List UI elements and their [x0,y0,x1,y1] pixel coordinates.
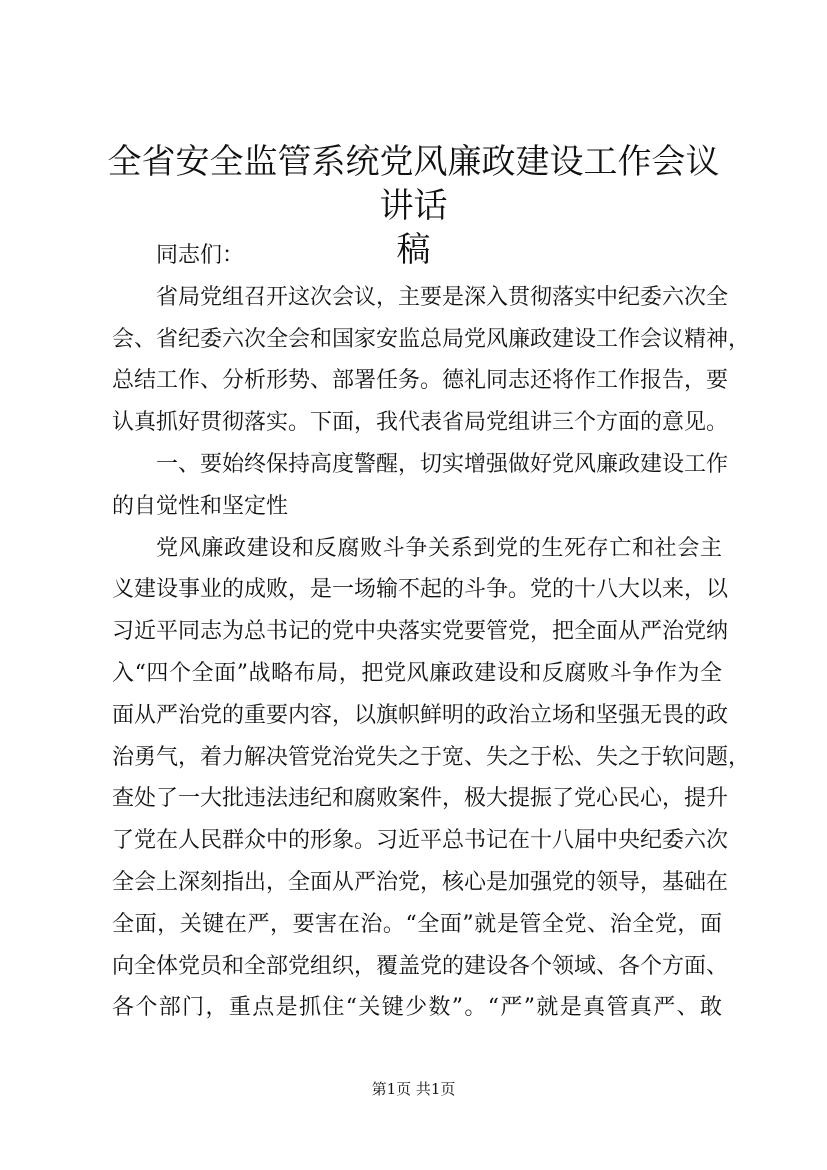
section-heading-line: 的自觉性和坚定性 [112,493,289,519]
page-footer: 第1页 共1页 [371,1080,456,1098]
paragraph-line: 了党在人民群众中的形象。习近平总书记在十八届中央纪委六次 [112,828,729,854]
paragraph-line: 入“四个全面”战略布局，把党风廉政建设和反腐败斗争作为全 [112,660,722,686]
paragraph-line: 义建设事业的成败，是一场输不起的斗争。党的十八大以来，以 [112,577,729,603]
paragraph-line: 认真抓好贯彻落实。下面，我代表省局党组讲三个方面的意见。 [112,410,729,436]
paragraph-line: 各个部门，重点是抓住“关键少数”。“严”就是真管真严、敢 [112,995,722,1021]
title-line: 全省安全监管系统党风廉政建设工作会议讲话 [107,142,720,226]
paragraph-line: 省局党组召开这次会议，主要是深入贯彻落实中纪委六次全 [156,284,729,310]
section-heading-line: 一、要始终保持高度警醒，切实增强做好党风廉政建设工作 [156,451,729,477]
document-body [112,235,751,1029]
salutation: 同志们： [156,243,245,268]
paragraph-line: 总结工作、分析形势、部署任务。德礼同志还将作工作报告，要 [112,368,729,394]
paragraph-line: 向全体党员和全部党组织，覆盖党的建设各个领域、各个方面、 [112,953,729,979]
paragraph-line: 查处了一大批违法违纪和腐败案件，极大提振了党心民心，提升 [112,786,729,812]
paragraph-line: 全面，关键在严，要害在治。“全面”就是管全党、治全党，面 [112,911,722,937]
paragraph-line: 治勇气，着力解决管党治党失之于宽、失之于松、失之于软问题， [112,744,751,770]
paragraph-line: 党风廉政建设和反腐败斗争关系到党的生死存亡和社会主 [156,535,722,561]
paragraph-line: 面从严治党的重要内容，以旗帜鲜明的政治立场和坚强无畏的政 [112,702,729,728]
title-line: 稿 [396,230,431,270]
paragraph-line: 全会上深刻指出，全面从严治党，核心是加强党的领导，基础在 [112,869,729,895]
paragraph-line: 习近平同志为总书记的党中央落实党要管党，把全面从严治党纳 [112,619,729,645]
paragraph-line: 会、省纪委六次全会和国家安监总局党风廉政建设工作会议精神， [112,326,751,352]
